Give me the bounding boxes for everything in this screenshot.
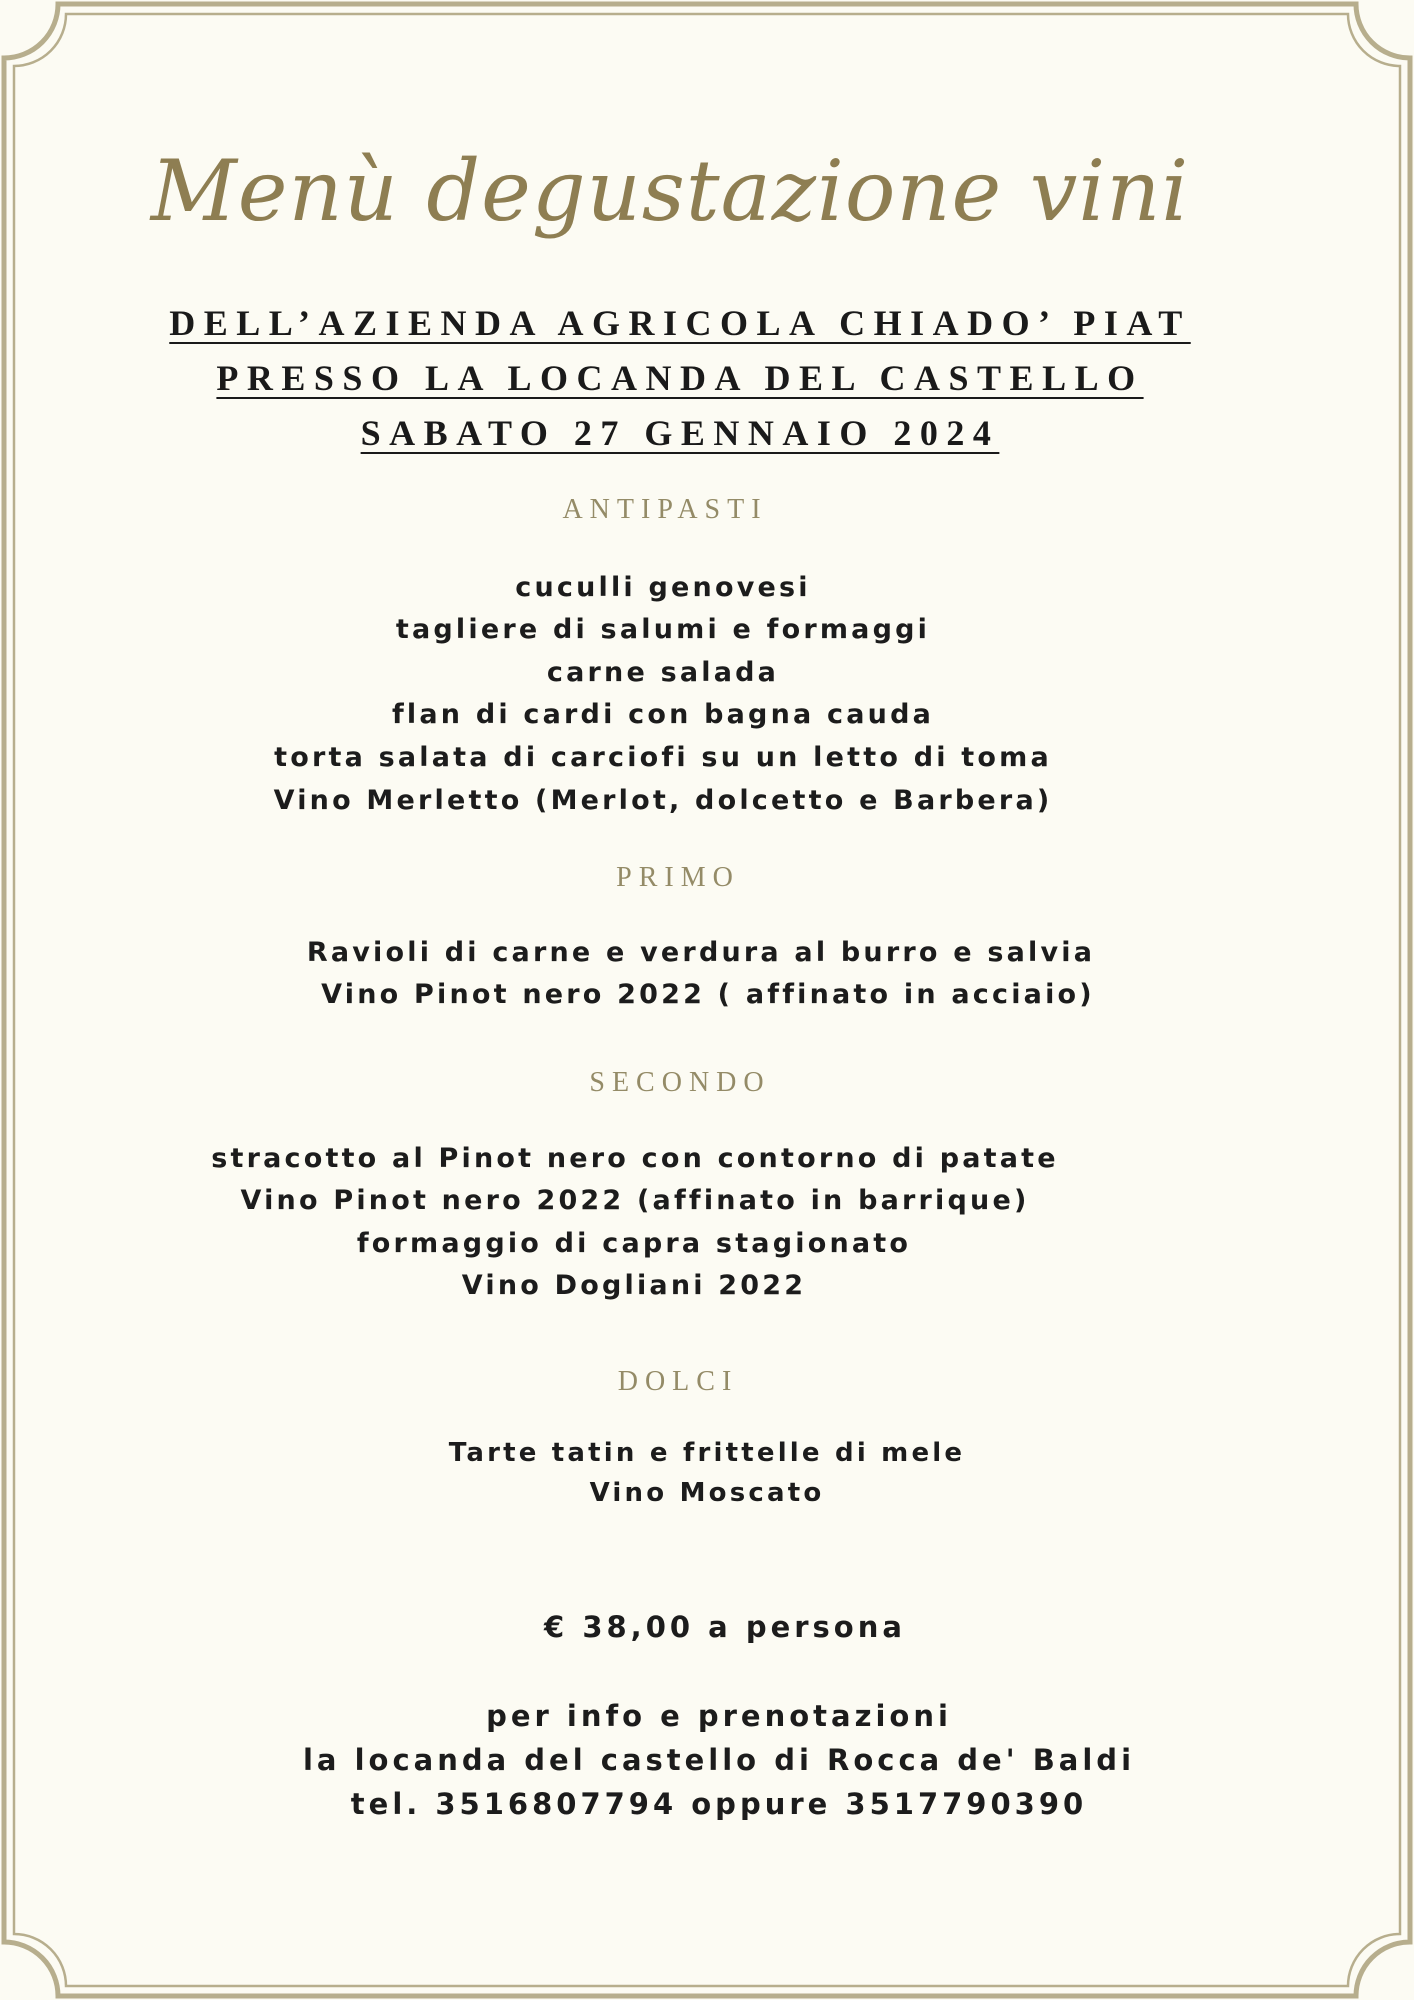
menu-item: flan di cardi con bagna cauda xyxy=(391,699,935,730)
section-label-dolci: DOLCI xyxy=(617,1366,739,1397)
heading-text: PRESSO LA LOCANDA DEL CASTELLO xyxy=(216,358,1144,398)
heading-text: SABATO 27 GENNAIO 2024 xyxy=(360,413,1000,453)
menu-item: tagliere di salumi e formaggi xyxy=(395,614,931,645)
wine-pairing: Vino Pinot nero 2022 (affinato in barrique) xyxy=(240,1185,1030,1216)
menu-item: Tarte tatin e frittelle di mele xyxy=(448,1438,966,1468)
menu-item: torta salata di carciofi su un letto di toma xyxy=(274,742,1052,773)
menu-item: stracotto al Pinot nero con contorno di patate xyxy=(211,1143,1059,1174)
wine-pairing: Vino Pinot nero 2022 ( affinato in acciaio) xyxy=(321,979,1095,1010)
section-label-antipasti: ANTIPASTI xyxy=(562,494,768,525)
price: € 38,00 a persona xyxy=(544,1610,906,1644)
info-line: la locanda del castello di Rocca de' Baldi xyxy=(302,1743,1136,1777)
heading-line-date xyxy=(0,412,1360,454)
section-label-secondo: SECONDO xyxy=(589,1067,771,1098)
phone-numbers: tel. 3516807794 oppure 3517790390 xyxy=(350,1787,1088,1821)
heading-text: DELL’AZIENDA AGRICOLA CHIADO’ PIAT xyxy=(169,303,1191,343)
heading-line-locanda xyxy=(0,357,1360,399)
section-label-primo: PRIMO xyxy=(616,862,740,893)
menu-item: carne salada xyxy=(546,657,780,688)
wine-pairing: Vino Dogliani 2022 xyxy=(461,1270,807,1301)
heading-line-azienda xyxy=(0,302,1360,344)
menu-title: Menù degustazione vini xyxy=(150,142,1190,240)
wine-pairing: Vino Moscato xyxy=(589,1478,825,1508)
wine-pairing: Vino Merletto (Merlot, dolcetto e Barbera) xyxy=(273,785,1053,816)
info-line: per info e prenotazioni xyxy=(486,1699,952,1733)
menu-item: cuculli genovesi xyxy=(515,572,811,603)
menu-item: formaggio di capra stagionato xyxy=(356,1228,912,1259)
menu-item: Ravioli di carne e verdura al burro e salvia xyxy=(306,937,1096,968)
